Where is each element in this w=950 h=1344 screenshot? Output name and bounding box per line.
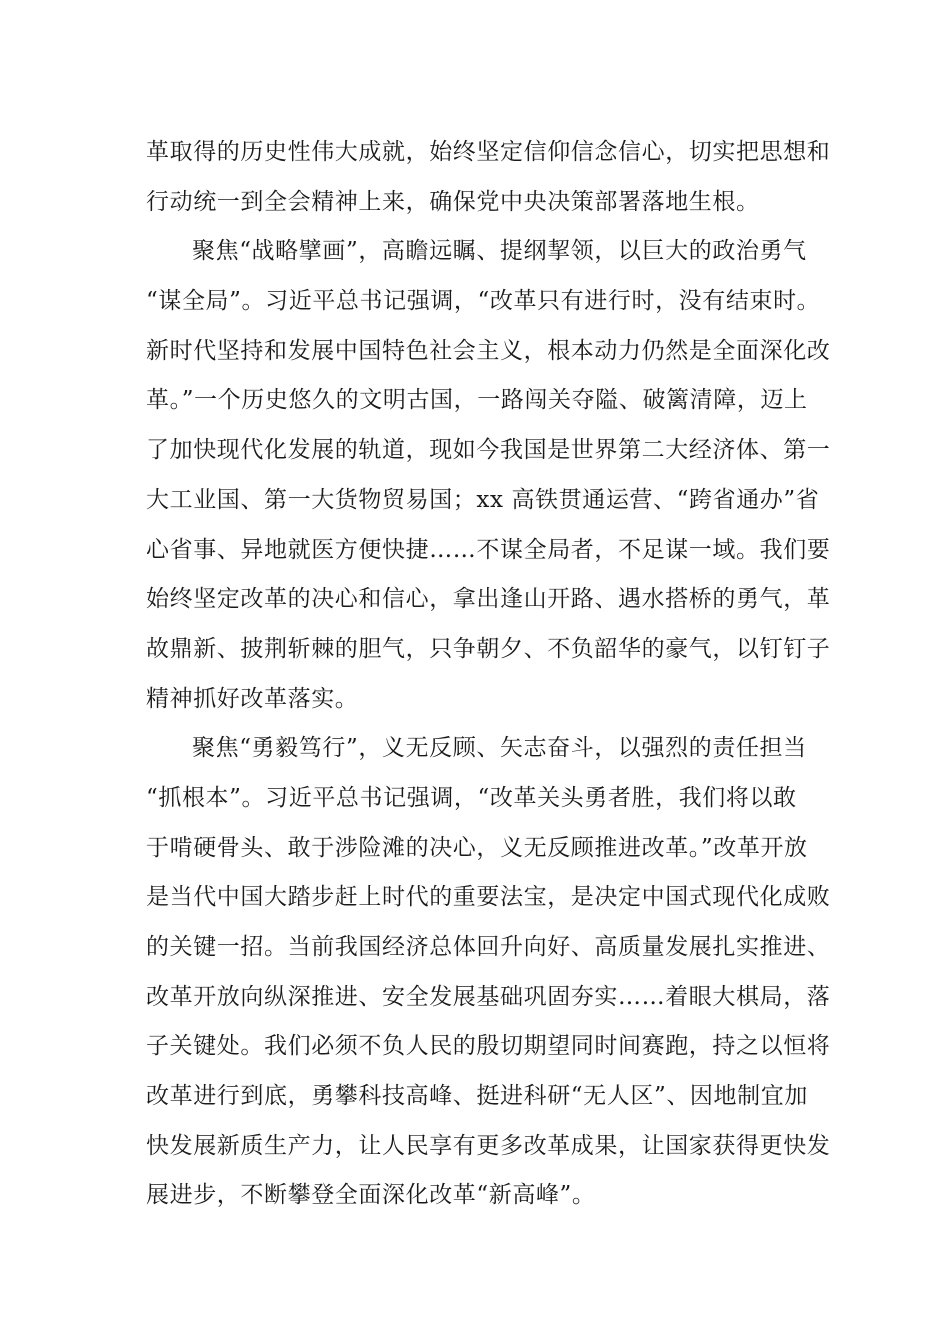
text-line-first: 聚焦“勇毅笃行”，义无反顾、矢志奋斗，以强烈的责任担当: [192, 735, 807, 762]
text-line: 快发展新质生产力，让人民享有更多改革成果，让国家获得更快发: [146, 1132, 831, 1159]
paragraph-3: [146, 724, 831, 1221]
text-line: 于啃硬骨头、敢于涉险滩的决心，义无反顾推进改革。”改革开放: [146, 834, 808, 861]
text-line: 新时代坚持和发展中国特色社会主义，根本动力仍然是全面深化改: [146, 337, 831, 364]
text-line: 的关键一招。当前我国经济总体回升向好、高质量发展扎实推进、: [146, 934, 831, 960]
text-line: 子关键处。我们必须不负人民的殷切期望同时间赛跑，持之以恒将: [146, 1033, 831, 1060]
text-line: 大工业国、第一大货物贸易国；xx 高铁贯通运营、“跨省通办”省: [146, 486, 820, 513]
text-line: 改革开放向纵深推进、安全发展基础巩固夯实……着眼大棋局，落: [146, 983, 831, 1010]
text-line-first: 聚焦“战略擘画”，高瞻远瞩、提纲挈领，以巨大的政治勇气: [192, 238, 807, 265]
text-line: 行动统一到全会精神上来，确保党中央决策部署落地生根。: [146, 188, 760, 215]
text-line: 是当代中国大踏步赶上时代的重要法宝，是决定中国式现代化成败: [146, 884, 831, 911]
paragraph-1: [146, 128, 831, 227]
text-line: 革。”一个历史悠久的文明古国，一路闯关夺隘、破篱清障，迈上: [146, 387, 808, 414]
paragraph-2: [146, 227, 831, 724]
text-line: “谋全局”。习近平总书记强调，“改革只有进行时，没有结束时。: [146, 288, 821, 315]
text-line: 革取得的历史性伟大成就，始终坚定信仰信念信心，切实把思想和: [146, 139, 831, 165]
text-line: “抓根本”。习近平总书记强调，“改革关头勇者胜，我们将以敢: [146, 784, 797, 811]
text-line: 心省事、异地就医方便快捷……不谋全局者，不足谋一域。我们要: [146, 536, 831, 563]
document-body: [146, 128, 831, 1221]
text-line: 了加快现代化发展的轨道，现如今我国是世界第二大经济体、第一: [146, 437, 831, 464]
text-line: 精神抓好改革落实。: [146, 685, 359, 712]
text-line: 始终坚定改革的决心和信心，拿出逢山开路、遇水搭桥的勇气，革: [146, 586, 831, 613]
text-line: 故鼎新、披荆斩棘的胆气，只争朝夕、不负韶华的豪气，以钉钉子: [146, 635, 831, 662]
text-line: 改革进行到底，勇攀科技高峰、挺进科研“无人区”、因地制宜加: [146, 1083, 808, 1110]
text-line: 展进步，不断攀登全面深化改革“新高峰”。: [146, 1182, 596, 1209]
